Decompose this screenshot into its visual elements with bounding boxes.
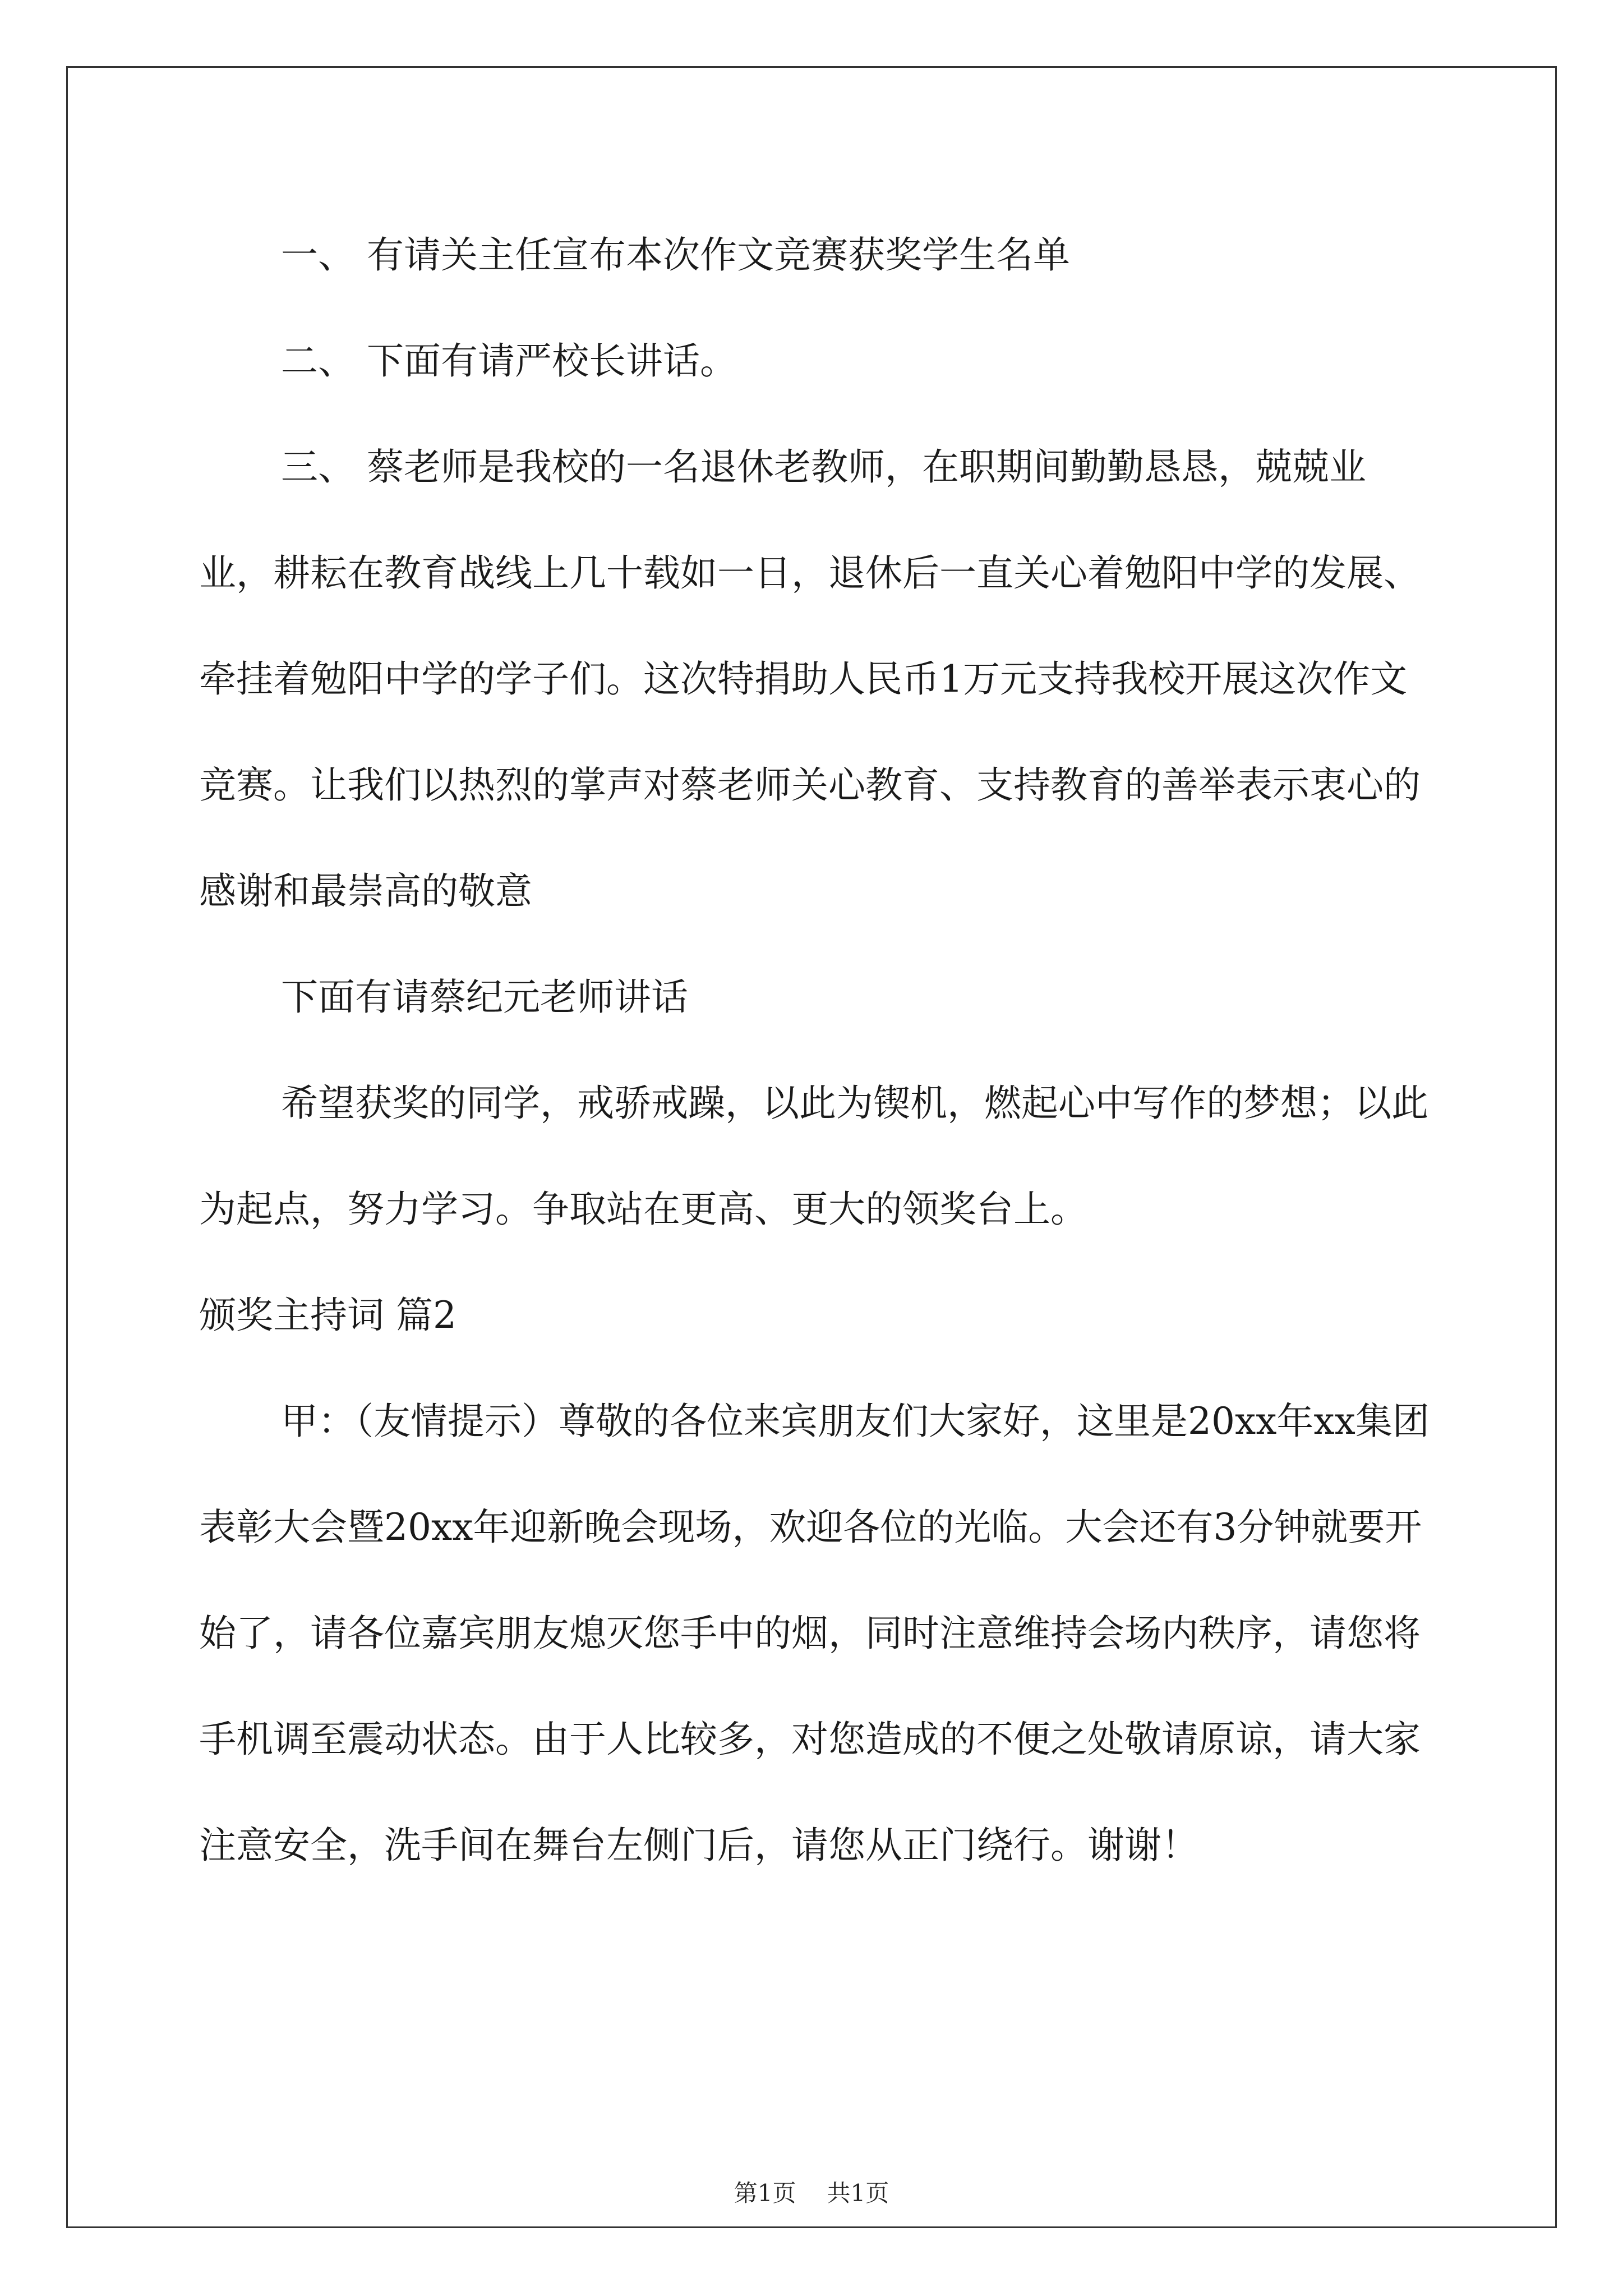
paragraph-5: 希望获奖的同学，戒骄戒躁，以此为锲机，燃起心中写作的梦想；以此为起点，努力学习。争取站在更高、更大的领奖台上。 [199,1082,1428,1231]
page-number-current: 第1页 [734,2179,796,2207]
section-heading: 颁奖主持词 篇2 [199,1294,457,1337]
paragraph-1: 一、 有请关主任宣布本次作文竞赛获奖学生名单 [281,233,1070,277]
paragraph-3: 三、 蔡老师是我校的一名退休老教师，在职期间勤勤恳恳，兢兢业业，耕耘在教育战线上几十载如一日，退休后一直关心着勉阳中学的发展、牵挂着勉阳中学的学子们。这次特捐助人民币1万元支持我校开展这次作文竞赛。让我们以热烈的掌声对蔡老师关心教育、支持教育的善举表示衷心的感谢和最崇高的敬意 [199,445,1421,913]
page-footer [0,2177,1623,2210]
paragraph-4: 下面有请蔡纪元老师讲话 [281,976,688,1019]
paragraph-6: 甲：（友情提示）尊敬的各位来宾朋友们大家好，这里是20xx年xx集团表彰大会暨20xx年迎新晚会现场，欢迎各位的光临。大会还有3分钟就要开始了，请各位嘉宾朋友熄灭您手中的烟，同时注意维持会场内秩序，请您将手机调至震动状态。由于人比较多，对您造成的不便之处敬请原谅，请大家注意安全，洗手间在舞台左侧门后，请您从正门绕行。谢谢！ [199,1400,1430,1867]
document-body [199,202,1433,1898]
page-number-total: 共1页 [827,2179,889,2207]
paragraph-2: 二、 下面有请严校长讲话。 [281,339,737,383]
